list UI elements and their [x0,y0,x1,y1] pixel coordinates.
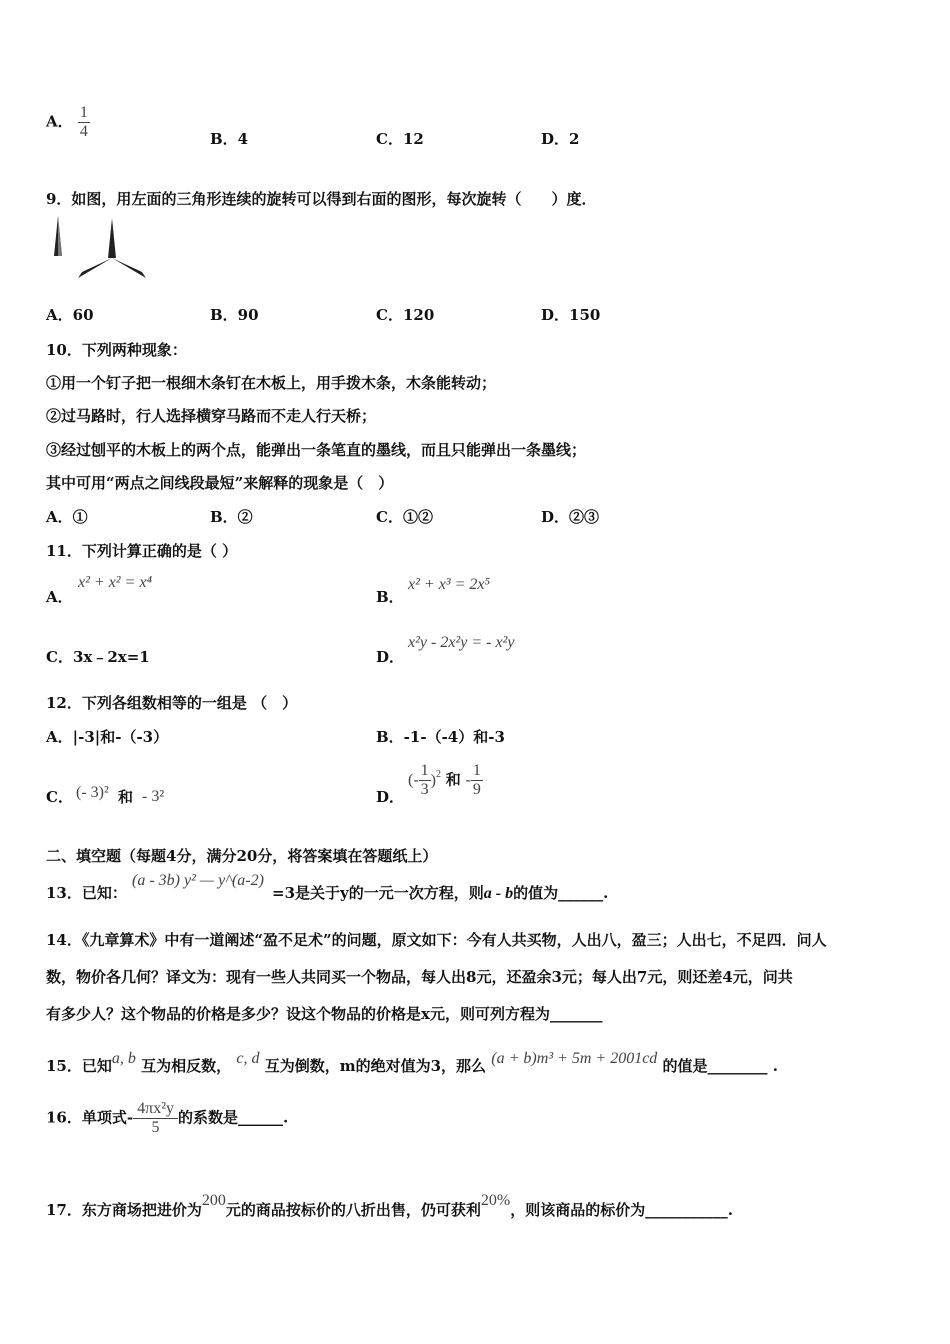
q11-title: 11．下列计算正确的是（ ） [46,542,238,560]
q11-option-c: C．3x﹣2x=1 [46,648,150,666]
q17-percent: 20% [480,1192,511,1209]
q15-line [46,1050,778,1076]
rotated-triangle-right [112,258,146,278]
q12-option-c-math2: - 3² [142,788,165,805]
q17-line [46,1192,733,1220]
q13-a-minus-b: a - b [483,885,514,902]
q8-option-c: C．12 [376,130,424,148]
q9-option-c: C．120 [376,306,435,324]
q10-item-3: ③经过刨平的木板上的两个点，能弹出一条笔直的墨线，而且只能弹出一条墨线； [46,441,587,459]
q8-option-a [46,104,90,141]
q9-option-d: D．150 [541,306,601,324]
q8-option-d: D．2 [541,130,580,148]
q12-option-d-label: D． [376,788,405,806]
q11-option-d-math: x²y - 2x²y = - x²y [408,634,515,651]
q15-prefix: 15．已知 [46,1057,112,1075]
q15-expression: (a + b)m³ + 5m + 2001cd [491,1050,658,1067]
q10-option-b: B．② [210,508,253,526]
q11-option-a-label: A． [46,588,73,606]
q10-option-a: A．① [46,508,88,526]
q8-a-numerator: 1 [79,104,88,121]
q11-option-a-math: x² + x² = x⁴ [78,574,153,591]
q15-mid-1: 互为相反数， [141,1057,232,1075]
q10-title: 10．下列两种现象： [46,341,187,359]
q16-denominator: 5 [151,1119,160,1136]
q17-price: 200 [201,1192,226,1209]
q12-option-a: A．|-3|和-（-3） [46,728,169,746]
q16-prefix: 16．单项式- [46,1108,134,1127]
q12-title: 12．下列各组数相等的一组是 （ ） [46,694,298,712]
q10-item-1: ①用一个钉子把一根细木条钉在木板上，用手拨木条，木条能转动； [46,374,497,392]
q12-option-d-and: 和 [445,770,461,789]
q15-mid-2: 互为倒数，m的绝对值为3，那么 [264,1057,487,1075]
q13-prefix: 13．已知： [46,884,127,902]
q10-option-c: C．①② [376,508,433,526]
rotated-triangle-top [108,218,116,258]
q11-option-b-label: B． [376,588,404,606]
q14-line-2: 数，物价各几何？译文为：现有一些人共同买一个物品，每人出8元，还盈余3元；每人出7元，则还差4元，问共 [46,968,793,986]
q17-prefix: 17．东方商场把进价为 [46,1201,202,1219]
q10-question: 其中可用“两点之间线段最短”来解释的现象是（ ） [46,474,394,492]
q12-option-c-label: C． [46,788,73,806]
q16-line [46,1100,288,1137]
q8-a-denominator: 4 [79,123,88,140]
q17-suffix: ，则该商品的标价为___________. [510,1201,733,1219]
q16-numerator: 4πx²y [133,1100,178,1119]
q10-option-d: D．②③ [541,508,600,526]
q8-option-a-label: A． [46,112,73,131]
q16-suffix: 的系数是______. [177,1108,289,1127]
q14-line-3: 有多少人？这个物品的价格是多少？设这个物品的价格是x元，则可列方程为_______ [46,1005,603,1023]
q12-option-d-math: (- $\frac{1}{3}$ )$^2$ 和 - $\frac{1}{9}$ [408,762,481,798]
rotated-triangle-left [78,258,112,278]
q8-option-b: B．4 [210,130,249,148]
q11-option-d-label: D． [376,648,405,666]
q11-option-b-math: x² + x³ = 2x⁵ [408,576,491,593]
q13-suffix-1: =3是关于y的一元一次方程，则a - b的值为______. [272,884,609,902]
q12-option-c-and: 和 [118,788,134,806]
q9-question: 9．如图，用左面的三角形连续的旋转可以得到右面的图形，每次旋转（ ）度． [46,190,597,208]
q12-option-c-math1: (- 3)² [76,784,109,801]
q14-line-1: 14．《九章算术》中有一道阐述“盈不足术”的问题，原文如下：今有人共买物，人出八，盈三；人出七，不足四．问人 [46,931,827,949]
single-triangle-shade [58,216,62,256]
q17-mid: 元的商品按标价的八折出售，仍可获利 [225,1201,481,1219]
q15-ab: a, b [111,1050,136,1067]
q12-option-b: B．-1-（-4）和-3 [376,728,505,746]
q13-equation: (a - 3b) y² — y^(a-2) [132,872,264,889]
q9-option-b: B．90 [210,306,259,324]
q10-item-2: ②过马路时，行人选择横穿马路而不走人行天桥； [46,407,377,425]
q15-suffix: 的值是________ . [662,1057,778,1075]
rotation-figure [48,214,150,282]
section-2-title: 二、填空题（每题4分，满分20分，将答案填在答题纸上） [46,847,438,865]
q15-cd: c, d [236,1050,260,1067]
q9-option-a: A．60 [46,306,94,324]
